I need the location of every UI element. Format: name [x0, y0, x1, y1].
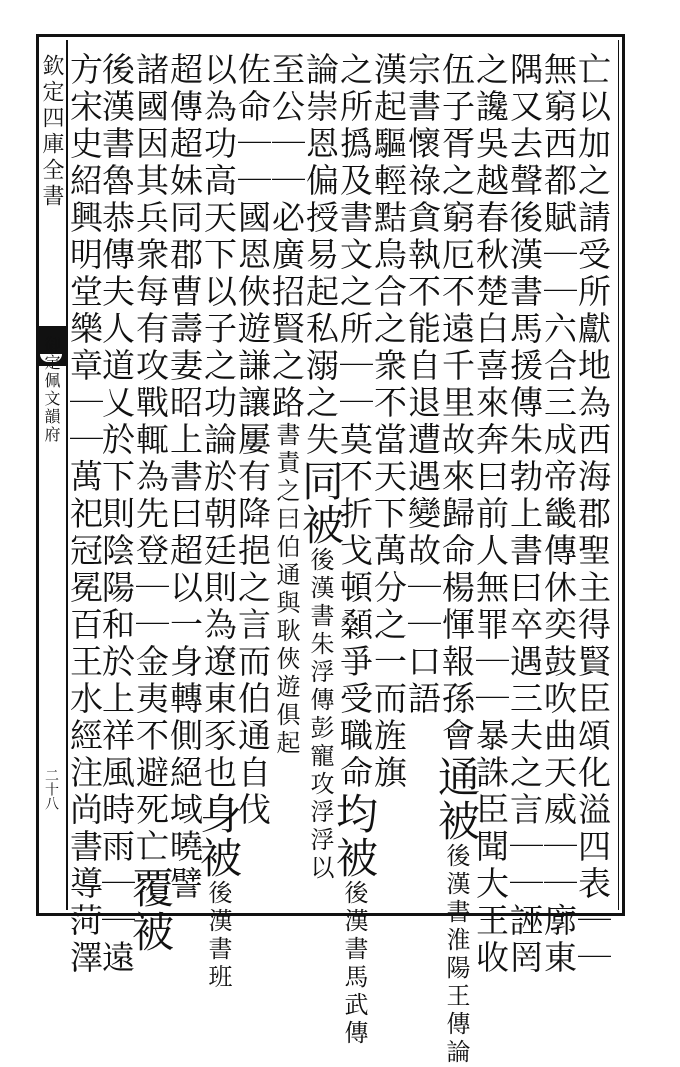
entry-note: 後漢書朱浮傳彭寵攻浮浮以: [306, 547, 334, 883]
entry-note: 後漢書班: [204, 880, 232, 992]
column-text: 之所撝及書文之所｜｜莫不折戈頓顙爭受職命: [335, 52, 374, 792]
column-text: 佐命｜｜國恩俠遊謙讓屢有降挹之言而伯通自伐: [233, 52, 272, 829]
text-column-6: 宗書懷祿貪執不能自退遭遇變故｜｜口語: [403, 52, 442, 718]
text-column-2: 無窮西都賦｜｜六合三成帝畿傳休奕鼓吹曲天威｜｜廓東: [539, 52, 578, 977]
entry-heading-tongbei: 通被: [432, 755, 481, 843]
column-text: 論崇恩偏授易起私溺之失: [301, 52, 340, 459]
text-column-3: 隅又去聲後漢書馬援傳朱勃上書曰卒遇三夫之言｜｜誣罔: [505, 52, 544, 977]
text-column-16: 方宋史紹興明堂樂章｜｜萬祀冠冕百王水經注尚書導菏澤: [65, 52, 104, 977]
book-subtitle: 御定佩文韻府: [42, 336, 61, 444]
text-column-7: 漢起驅輕黠烏合之衆不當天下萬分之一而旌旗: [369, 52, 408, 792]
entry-note: 書責之曰伯通與耿俠遊俱起: [272, 422, 300, 758]
text-column-15: 後漢書魯恭傳夫人道乂於下則陰陽和於上祥風時雨｜｜遠: [97, 52, 136, 977]
text-column-13: 超傳超妹同郡曹壽妻昭上書曰超以一身轉側絕域曉譬: [165, 52, 204, 903]
entry-heading-fubei: 覆被: [126, 866, 175, 954]
page-number: 二十八: [43, 768, 59, 810]
entry-note: 後漢書馬武傳: [340, 880, 368, 1048]
column-text: 以為功高天下以子之功論於朝廷則為遼東豕也: [199, 52, 238, 792]
column-text: 至公｜｜必廣招賢之路: [267, 52, 306, 422]
entry-heading-tongbei-2: 同被: [296, 459, 345, 547]
entry-heading-shenbei: 身被: [194, 792, 243, 880]
entry-heading-junbei: 均被: [330, 792, 379, 880]
text-column-4: 之讒吳越春秋楚白喜來奔曰前人無罪｜｜暴誅臣聞大王收: [471, 52, 510, 977]
book-title: 欽定四庫全書: [39, 54, 64, 210]
column-text: 諸國因其兵衆每有攻戰輒為先登｜｜金夷不避死亡: [131, 52, 170, 866]
entry-note: 後漢書淮陽王傳論: [442, 843, 470, 1067]
text-column-1: 亡以加之請受所獻地為西海郡聖主得賢臣頌化溢四表｜｜: [573, 52, 612, 977]
column-text: 伍子胥之窮厄不遠千里故來歸命楊惲報孫會: [437, 52, 476, 755]
